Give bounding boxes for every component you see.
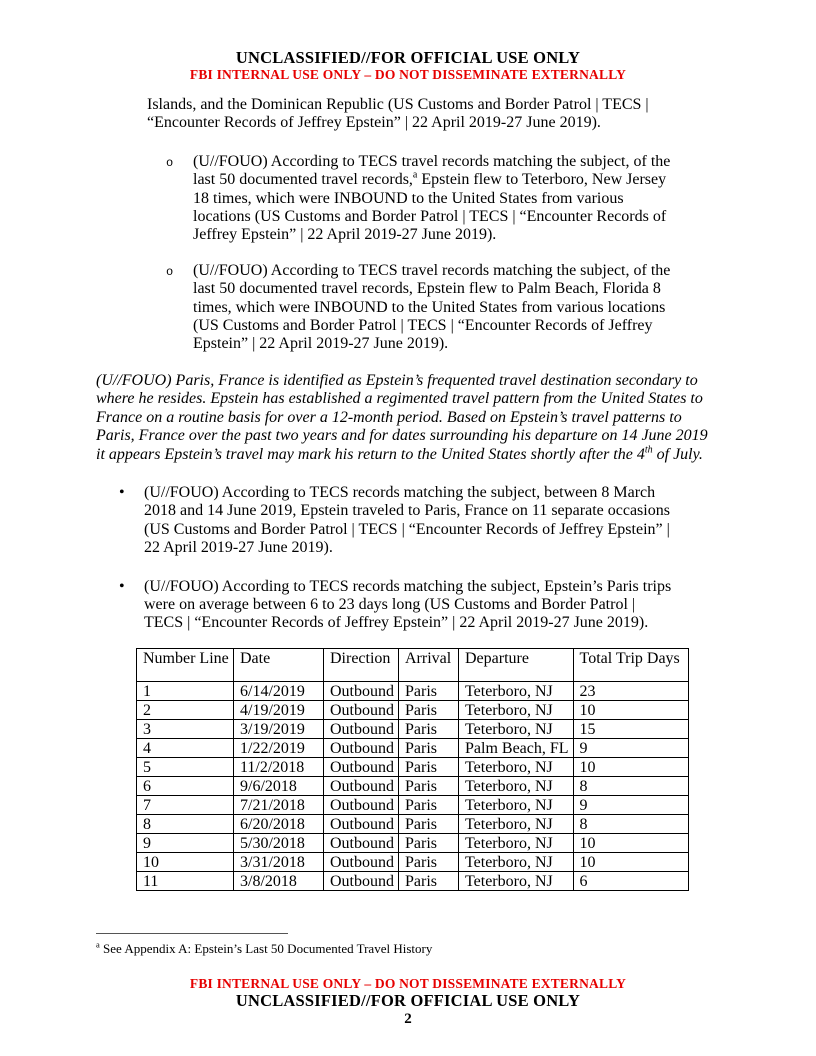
table-cell: 1/22/2019	[234, 738, 324, 757]
table-cell: Teterboro, NJ	[459, 719, 574, 738]
table-cell: Paris	[399, 795, 459, 814]
footer-classification: UNCLASSIFIED//FOR OFFICIAL USE ONLY	[235, 991, 581, 1010]
table-cell: 10	[137, 852, 234, 871]
table-cell: Teterboro, NJ	[459, 757, 574, 776]
table-cell: Outbound	[324, 852, 399, 871]
table-cell: Outbound	[324, 833, 399, 852]
travel-records-table	[136, 648, 689, 891]
dot-bullet-marker: •	[119, 483, 125, 501]
table-cell: Palm Beach, FL	[459, 738, 574, 757]
table-row	[137, 833, 689, 852]
table-cell: 8	[573, 776, 688, 795]
table-cell: Paris	[399, 776, 459, 795]
table-row	[137, 852, 689, 871]
sub-bullet-teterboro-text	[193, 153, 677, 245]
table-row	[137, 776, 689, 795]
circle-bullet-marker: o	[166, 264, 174, 279]
table-row	[137, 719, 689, 738]
table-header-row	[137, 648, 689, 681]
footer-fbi-warning-banner: FBI INTERNAL USE ONLY – DO NOT DISSEMINATE EXTERNALLY	[189, 976, 627, 991]
table-cell: Paris	[399, 833, 459, 852]
table-row	[137, 757, 689, 776]
table-cell: Outbound	[324, 776, 399, 795]
table-row	[137, 738, 689, 757]
footnote-separator-rule	[96, 933, 288, 934]
bullet-trip-length	[119, 578, 720, 633]
dot-bullet-marker: •	[119, 577, 125, 595]
table-cell: 10	[573, 700, 688, 719]
page-number: 2	[404, 1011, 412, 1027]
table-cell: 8	[573, 814, 688, 833]
table-cell: 9	[573, 795, 688, 814]
table-cell: 6/20/2018	[234, 814, 324, 833]
table-cell: 6/14/2019	[234, 681, 324, 700]
sub-bullet-palm-beach-text: (U//FOUO) According to TECS travel records matching the subject, of the last 50 documented travel records, Epstein flew to Palm Beach, Florida 8 times, which were INBOUND to the United States from various locations (US Customs and Border Patrol | TECS | “Encounter Records of Jeffrey Epstein” | 22 April 2019-27 June 2019).	[193, 261, 671, 353]
table-cell: 2	[137, 700, 234, 719]
table-cell: Teterboro, NJ	[459, 776, 574, 795]
circle-bullet-marker: o	[166, 155, 174, 170]
table-cell: Paris	[399, 852, 459, 871]
table-cell: Paris	[399, 700, 459, 719]
bullet-trip-length-text: (U//FOUO) According to TECS records matching the subject, Epstein’s Paris trips were on average between 6 to 23 days long (US Customs and Border Patrol | TECS | “Encounter Records of Jeffrey Epstein” | 22 April 2019-27 June 2019).	[144, 577, 672, 632]
footnote-text: See Appendix A: Epstein’s Last 50 Documented Travel History	[99, 941, 433, 956]
table-cell: Teterboro, NJ	[459, 833, 574, 852]
table-cell: 4	[137, 738, 234, 757]
sub-bullet-teterboro-text-pre: (U//FOUO) According to TECS travel records matching the subject, of the last 50 documented travel records,	[193, 152, 671, 189]
header-classification-banner: UNCLASSIFIED//FOR OFFICIAL USE ONLY	[235, 48, 581, 67]
intro-paragraph: Islands, and the Dominican Republic (US Customs and Border Patrol | TECS | “Encounter Records of Jeffrey Epstein” | 22 April 2019-27 June 2019).	[147, 96, 649, 132]
table-cell: 23	[573, 681, 688, 700]
travel-table-body	[137, 681, 689, 890]
table-cell: Outbound	[324, 757, 399, 776]
column-header-arrival: Arrival	[399, 648, 459, 681]
table-cell: 7	[137, 795, 234, 814]
table-cell: 10	[573, 852, 688, 871]
header-fbi-warning-banner: FBI INTERNAL USE ONLY – DO NOT DISSEMINATE EXTERNALLY	[189, 67, 627, 82]
footer-classification-banner	[0, 976, 816, 1029]
table-cell: Outbound	[324, 871, 399, 890]
analyst-note-text-pre: (U//FOUO) Paris, France is identified as Epstein’s frequented travel destination secondary to where he resides. Epstein has established a regimented travel pattern from the United States to France on a routine basis for over a 12-month period. Based on Epstein’s travel patterns to Paris, France over the past two years and for dates surrounding his departure on 14 June 2019 it appears Epstein’s travel may mark his return to the United States shortly after the 4	[96, 371, 708, 463]
table-cell: 9	[573, 738, 688, 757]
table-cell: Teterboro, NJ	[459, 700, 574, 719]
table-cell: Outbound	[324, 700, 399, 719]
table-cell: 7/21/2018	[234, 795, 324, 814]
table-cell: Paris	[399, 738, 459, 757]
analyst-note-text-post: of July.	[652, 445, 703, 463]
table-cell: 3	[137, 719, 234, 738]
column-header-direction: Direction	[324, 648, 399, 681]
table-cell: Paris	[399, 757, 459, 776]
footnote-marker-a: a	[96, 939, 100, 950]
table-cell: Paris	[399, 871, 459, 890]
table-row	[137, 700, 689, 719]
table-cell: 8	[137, 814, 234, 833]
table-cell: Outbound	[324, 681, 399, 700]
table-cell: Teterboro, NJ	[459, 814, 574, 833]
table-cell: Outbound	[324, 719, 399, 738]
table-cell: 1	[137, 681, 234, 700]
column-header-departure: Departure	[459, 648, 574, 681]
table-cell: 9/6/2018	[234, 776, 324, 795]
analyst-note-paragraph	[96, 372, 720, 464]
table-cell: 10	[573, 833, 688, 852]
table-cell: 6	[573, 871, 688, 890]
table-cell: 3/19/2019	[234, 719, 324, 738]
sub-bullet-palm-beach	[166, 262, 720, 354]
table-cell: Outbound	[324, 795, 399, 814]
table-cell: Paris	[399, 814, 459, 833]
footnote-block	[96, 933, 432, 956]
table-cell: Teterboro, NJ	[459, 681, 574, 700]
table-cell: 11	[137, 871, 234, 890]
table-cell: 10	[573, 757, 688, 776]
column-header-total-trip-days: Total Trip Days	[573, 648, 688, 681]
sub-bullet-teterboro	[166, 153, 720, 245]
table-cell: Teterboro, NJ	[459, 795, 574, 814]
table-cell: 5/30/2018	[234, 833, 324, 852]
column-header-number-line: Number Line	[137, 648, 234, 681]
footnote-reference-a: a	[412, 169, 418, 181]
table-row	[137, 795, 689, 814]
table-cell: Paris	[399, 681, 459, 700]
table-row	[137, 681, 689, 700]
table-cell: Teterboro, NJ	[459, 871, 574, 890]
footnote-text-line	[96, 941, 432, 956]
table-cell: Outbound	[324, 738, 399, 757]
table-cell: 5	[137, 757, 234, 776]
table-cell: 15	[573, 719, 688, 738]
table-cell: 6	[137, 776, 234, 795]
table-cell: 11/2/2018	[234, 757, 324, 776]
table-cell: 3/31/2018	[234, 852, 324, 871]
table-cell: 3/8/2018	[234, 871, 324, 890]
sub-bullet-teterboro-text-post: Epstein flew to Teterboro, New Jersey 18 times, which were INBOUND to the United States from various locations (US Customs and Border Patrol | TECS | “Encounter Records of Jeffrey Epstein” | 22 April 2019-27 June 2019).	[193, 171, 667, 244]
ordinal-superscript: th	[644, 444, 653, 456]
bullet-paris-occasions	[119, 484, 720, 558]
table-cell: Paris	[399, 719, 459, 738]
table-cell: 9	[137, 833, 234, 852]
table-cell: Teterboro, NJ	[459, 852, 574, 871]
table-cell: Outbound	[324, 814, 399, 833]
bullet-paris-occasions-text: (U//FOUO) According to TECS records matching the subject, between 8 March 2018 and 14 June 2019, Epstein traveled to Paris, France on 11 separate occasions (US Customs and Border Patrol | TECS | “Encounter Records of Jeffrey Epstein” | 22 April 2019-27 June 2019).	[144, 483, 670, 557]
table-row	[137, 814, 689, 833]
table-row	[137, 871, 689, 890]
column-header-date: Date	[234, 648, 324, 681]
table-cell: 4/19/2019	[234, 700, 324, 719]
